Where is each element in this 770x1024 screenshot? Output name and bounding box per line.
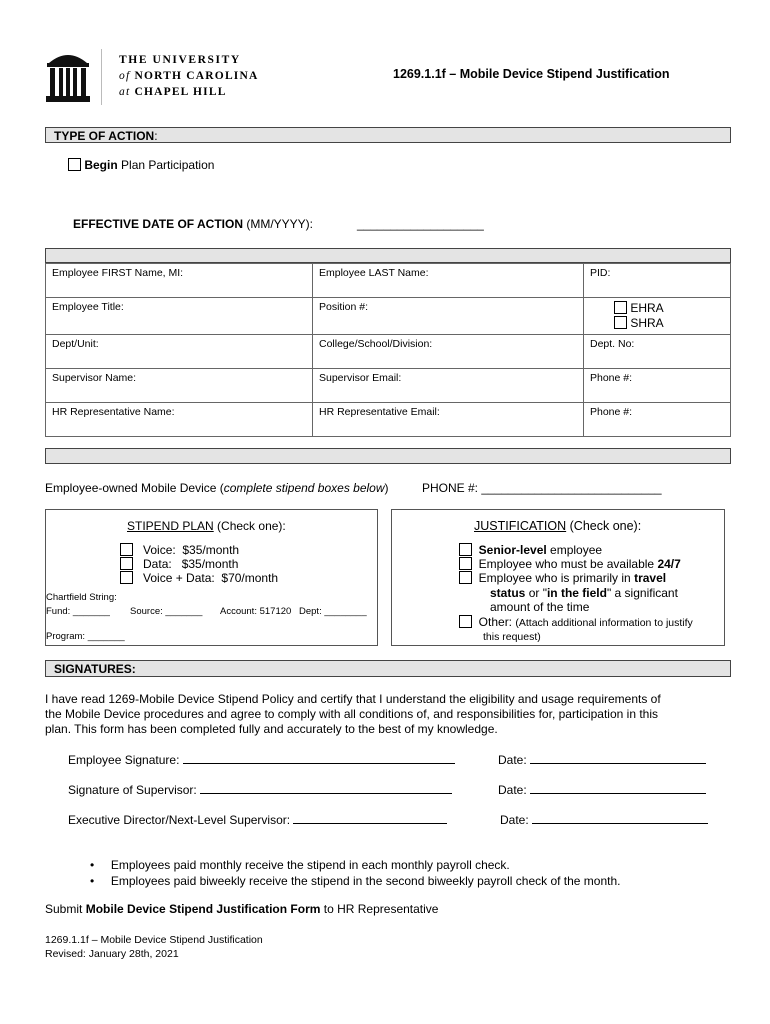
device-label: [45, 481, 389, 495]
supervisor-phone-field[interactable]: Phone #:: [584, 369, 731, 403]
statement-line2: the Mobile Device procedures and agree to comply with all conditions of, and responsibilities for, participation in this: [45, 707, 658, 721]
submit-prefix: Submit: [45, 902, 83, 916]
voice-label: Voice: $35/month: [143, 543, 240, 557]
program-field[interactable]: Program: _______: [46, 631, 125, 642]
travel-checkbox[interactable]: [459, 571, 472, 584]
submit-bold: Mobile Device Stipend Justification Form: [85, 902, 321, 916]
chartfield-label: Chartfield String:: [46, 592, 117, 603]
logo-line3-main: CHAPEL HILL: [134, 86, 227, 98]
form-title-text: Device Stipend Justification: [502, 67, 670, 81]
justification-option-other[interactable]: [459, 615, 693, 644]
logo-line2: [119, 70, 259, 82]
other-checkbox[interactable]: [459, 615, 472, 628]
device-label-prefix: Employee-owned Mobile Device (: [45, 481, 224, 495]
logo-line1: THE UNIVERSITY: [119, 54, 241, 66]
stipend-option-voice-data[interactable]: [120, 571, 278, 585]
supervisor-email-field[interactable]: Supervisor Email:: [313, 369, 584, 403]
ehra-shra-cell: [584, 298, 731, 335]
footer-revised: Revised: January 28th, 2021: [45, 948, 179, 960]
effective-date-label: EFFECTIVE DATE OF ACTION: [73, 217, 243, 231]
dept-unit-field[interactable]: Dept/Unit:: [46, 335, 313, 369]
employee-date-field[interactable]: [530, 752, 706, 764]
senior-bold: Senior-level: [478, 543, 547, 557]
ehra-option[interactable]: [614, 301, 724, 316]
supervisor-date-label: Date:: [498, 783, 527, 797]
position-field[interactable]: Position #:: [313, 298, 584, 335]
status-bold: status: [490, 585, 526, 600]
other-label: Other:: [478, 615, 513, 629]
device-label-italic: complete stipend boxes below: [223, 481, 385, 495]
type-of-action-label: TYPE OF ACTION: [54, 129, 155, 143]
type-of-action-colon: :: [154, 129, 158, 143]
data-label: Data: $35/month: [143, 557, 239, 571]
college-field[interactable]: College/School/Division:: [313, 335, 584, 369]
source-field[interactable]: Source: _______: [130, 606, 203, 617]
list-item: • Employees paid biweekly receive the stipend in the second biweekly payroll check of the month.: [90, 874, 621, 888]
certification-statement: [45, 692, 661, 737]
supervisor-signature-field[interactable]: [200, 782, 452, 794]
justification-box: [391, 509, 725, 646]
employee-info-table: [45, 263, 731, 437]
logo-divider: [101, 49, 102, 105]
table-row: [46, 264, 731, 298]
employee-signature-row: [68, 752, 455, 767]
note-bullet2: Employees paid biweekly receive the stipend in the second biweekly payroll check of the month.: [110, 874, 621, 888]
hr-rep-email-field[interactable]: HR Representative Email:: [313, 403, 584, 437]
stipend-plan-title: [127, 519, 286, 533]
table-row: [46, 403, 731, 437]
effective-date-format: (MM/YYYY):: [246, 217, 314, 231]
last-name-field[interactable]: Employee LAST Name:: [313, 264, 584, 298]
stipend-option-data[interactable]: [120, 557, 238, 571]
phone-number-field[interactable]: PHONE #: ___________________________: [422, 481, 662, 495]
statement-line3: plan. This form has been completed fully and accurately to the best of my knowledge.: [45, 722, 498, 736]
university-logo: [45, 45, 265, 107]
supervisor-date-row: [498, 782, 706, 797]
employee-signature-field[interactable]: [183, 752, 455, 764]
senior-checkbox[interactable]: [459, 543, 472, 556]
justification-title-underlined: JUSTIFICATION: [474, 519, 567, 533]
travel-line3: amount of the time: [490, 600, 590, 614]
payroll-notes: [90, 857, 621, 889]
travel-bold: travel: [634, 571, 667, 585]
stipend-option-voice[interactable]: [120, 543, 239, 557]
director-date-label: Date:: [500, 813, 529, 827]
available-bold: 24/7: [657, 557, 681, 571]
hr-rep-phone-field[interactable]: Phone #:: [584, 403, 731, 437]
effective-date-field[interactable]: ___________________: [357, 217, 484, 231]
justification-option-senior[interactable]: [459, 543, 602, 557]
shra-option[interactable]: [614, 316, 724, 331]
table-row: [46, 298, 731, 335]
table-row: [46, 335, 731, 369]
form-title: [393, 67, 670, 81]
logo-line2-prefix: of: [119, 70, 131, 82]
submit-instruction: [45, 902, 438, 916]
logo-line3: [119, 86, 227, 98]
in-field-bold: in the field: [546, 585, 607, 600]
employee-title-field[interactable]: Employee Title:: [46, 298, 313, 335]
dept-field[interactable]: Dept: ________: [299, 606, 367, 617]
logo-line3-prefix: at: [119, 86, 131, 98]
begin-plan-checkbox[interactable]: [68, 158, 81, 171]
voice-data-label: Voice + Data: $70/month: [143, 571, 279, 585]
other-note2: this request): [483, 631, 541, 643]
dept-no-field[interactable]: Dept. No:: [584, 335, 731, 369]
voice-data-checkbox[interactable]: [120, 571, 133, 584]
signatures-label: SIGNATURES:: [54, 662, 136, 676]
employee-date-label: Date:: [498, 753, 527, 767]
logo-line2-main: NORTH CAROLINA: [134, 70, 259, 82]
travel-end: " a significant: [606, 585, 678, 600]
list-item: • Employees paid monthly receive the stipend in each monthly payroll check.: [90, 858, 510, 872]
supervisor-date-field[interactable]: [530, 782, 706, 794]
type-of-action-header: [45, 127, 731, 143]
form-number: 1269.1.1f – Mobile: [393, 67, 500, 81]
old-well-icon: [45, 47, 91, 105]
justification-option-24-7[interactable]: [459, 557, 681, 571]
employee-date-row: [498, 752, 706, 767]
available-text: Employee who must be available: [478, 557, 655, 571]
fund-field[interactable]: Fund: _______: [46, 606, 110, 617]
director-signature-row: [68, 812, 447, 827]
shra-label: SHRA: [630, 316, 664, 330]
voice-checkbox[interactable]: [120, 543, 133, 556]
note-bullet1: Employees paid monthly receive the stipend in each monthly payroll check.: [110, 858, 510, 872]
justification-option-travel[interactable]: [459, 571, 678, 615]
device-label-suffix: ): [384, 481, 389, 495]
begin-plan-bold: Begin: [84, 158, 118, 172]
first-name-field[interactable]: Employee FIRST Name, MI:: [46, 264, 313, 298]
statement-line1: I have read 1269-Mobile Device Stipend Policy and certify that I understand the eligibility and usage requirements of: [45, 692, 661, 706]
employee-info-header: [45, 248, 731, 263]
stipend-plan-box: [45, 509, 378, 646]
ehra-label: EHRA: [630, 301, 664, 315]
travel-text: Employee who is primarily in: [478, 571, 631, 585]
justification-title-rest: (Check one):: [569, 519, 642, 533]
account-field: Account: 517120: [220, 606, 292, 617]
data-checkbox[interactable]: [120, 557, 133, 570]
stipend-plan-title-underlined: STIPEND PLAN: [127, 519, 214, 533]
director-signature-field[interactable]: [293, 812, 447, 824]
travel-or: or ": [528, 585, 547, 600]
footer: [45, 933, 263, 961]
pid-field[interactable]: PID:: [584, 264, 731, 298]
effective-date: [73, 217, 313, 231]
available-24-7-checkbox[interactable]: [459, 557, 472, 570]
employee-signature-label: Employee Signature:: [68, 753, 180, 767]
hr-rep-name-field[interactable]: HR Representative Name:: [46, 403, 313, 437]
device-section-header: [45, 448, 731, 464]
director-date-row: [500, 812, 708, 827]
submit-suffix: to HR Representative: [323, 902, 439, 916]
signatures-header: [45, 660, 731, 677]
table-row: [46, 369, 731, 403]
ehra-checkbox[interactable]: [614, 301, 627, 314]
other-note1: (Attach additional information to justify: [515, 617, 693, 629]
footer-form-id: 1269.1.1f – Mobile Device Stipend Justification: [45, 934, 263, 946]
begin-plan-option[interactable]: [68, 158, 214, 172]
director-signature-label: Executive Director/Next-Level Supervisor:: [68, 813, 291, 827]
shra-checkbox[interactable]: [614, 316, 627, 329]
supervisor-signature-row: [68, 782, 452, 797]
director-date-field[interactable]: [532, 812, 708, 824]
senior-text: employee: [550, 543, 603, 557]
begin-plan-text: Plan Participation: [121, 158, 215, 172]
supervisor-signature-label: Signature of Supervisor:: [68, 783, 197, 797]
justification-title: [474, 519, 641, 533]
stipend-plan-title-rest: (Check one):: [217, 519, 286, 533]
supervisor-name-field[interactable]: Supervisor Name:: [46, 369, 313, 403]
